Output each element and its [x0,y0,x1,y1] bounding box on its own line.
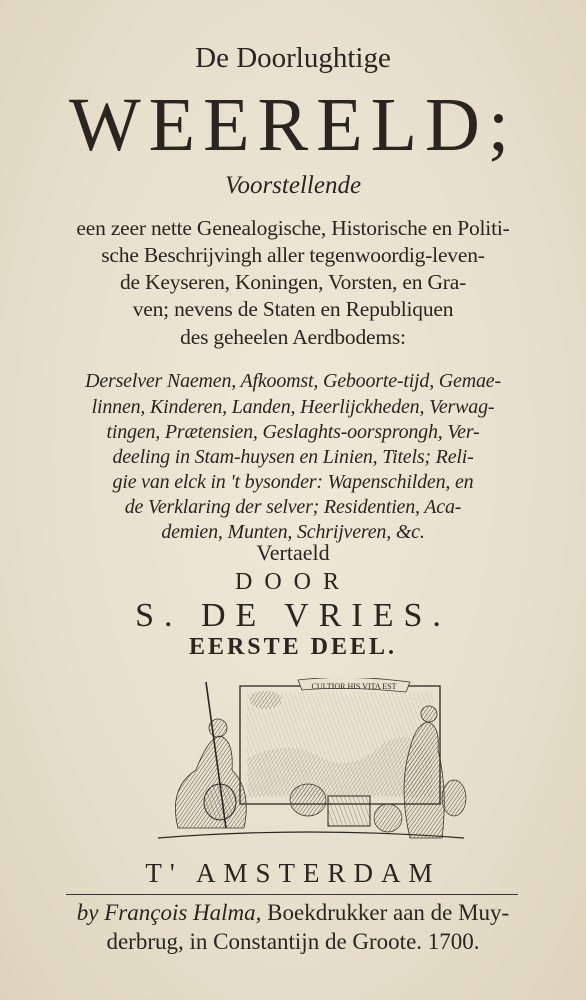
contents-line: tingen, Prætensien, Geslaghts-oorsprongh, Ver- [106,421,480,443]
subtitle: Voorstellende [224,172,362,199]
imprint-line-2: derbrug, in Constantijn de Groote. 1700. [106,929,480,954]
allegorical-engraving-icon [148,678,470,842]
contents-line: gie van elck in 't bysonder: Wapenschilden, en [112,471,474,493]
imprint-line-1 [0,900,586,926]
description-line: een zeer nette Genealogische, Historische en Politi- [76,216,510,240]
contents-line: linnen, Kinderen, Landen, Heerlijckheden, Verwag- [91,396,495,418]
contents-line: de Verklaring der selver; Residentien, Aca- [124,496,462,518]
publisher-name: by François Halma, [76,900,262,925]
description-line: des geheelen Aerdbodems: [180,325,406,349]
by-label: DOOR [234,569,351,595]
author-name: S. DE VRIES. [135,597,451,634]
description-line: sche Beschrijvingh aller tegenwoordig-leven- [101,243,485,267]
imprint-line-1-rest: Boekdrukker aan de Muy- [261,900,510,925]
translated-label: Vertaeld [256,540,330,565]
contents-line: demien, Munten, Schrijveren, &c. [161,521,425,543]
title-line-1: De Doorlughtige [195,42,391,74]
motto-text: CULTIOR HIS VITA EST [311,682,397,691]
place-of-publication: T' AMSTERDAM [145,858,441,888]
divider-rule [66,894,518,895]
main-title: WEERELD; [68,83,518,167]
contents-line: deeling in Stam-huysen en Linien, Titels; Reli- [112,446,474,468]
volume-label: EERSTE DEEL. [188,634,398,660]
contents-line: Derselver Naemen, Afkoomst, Geboorte-tijd, Gemae- [85,370,501,392]
description-line: de Keyseren, Koningen, Vorsten, en Gra- [119,270,467,294]
description-line: ven; nevens de Staten en Republiquen [132,297,454,321]
